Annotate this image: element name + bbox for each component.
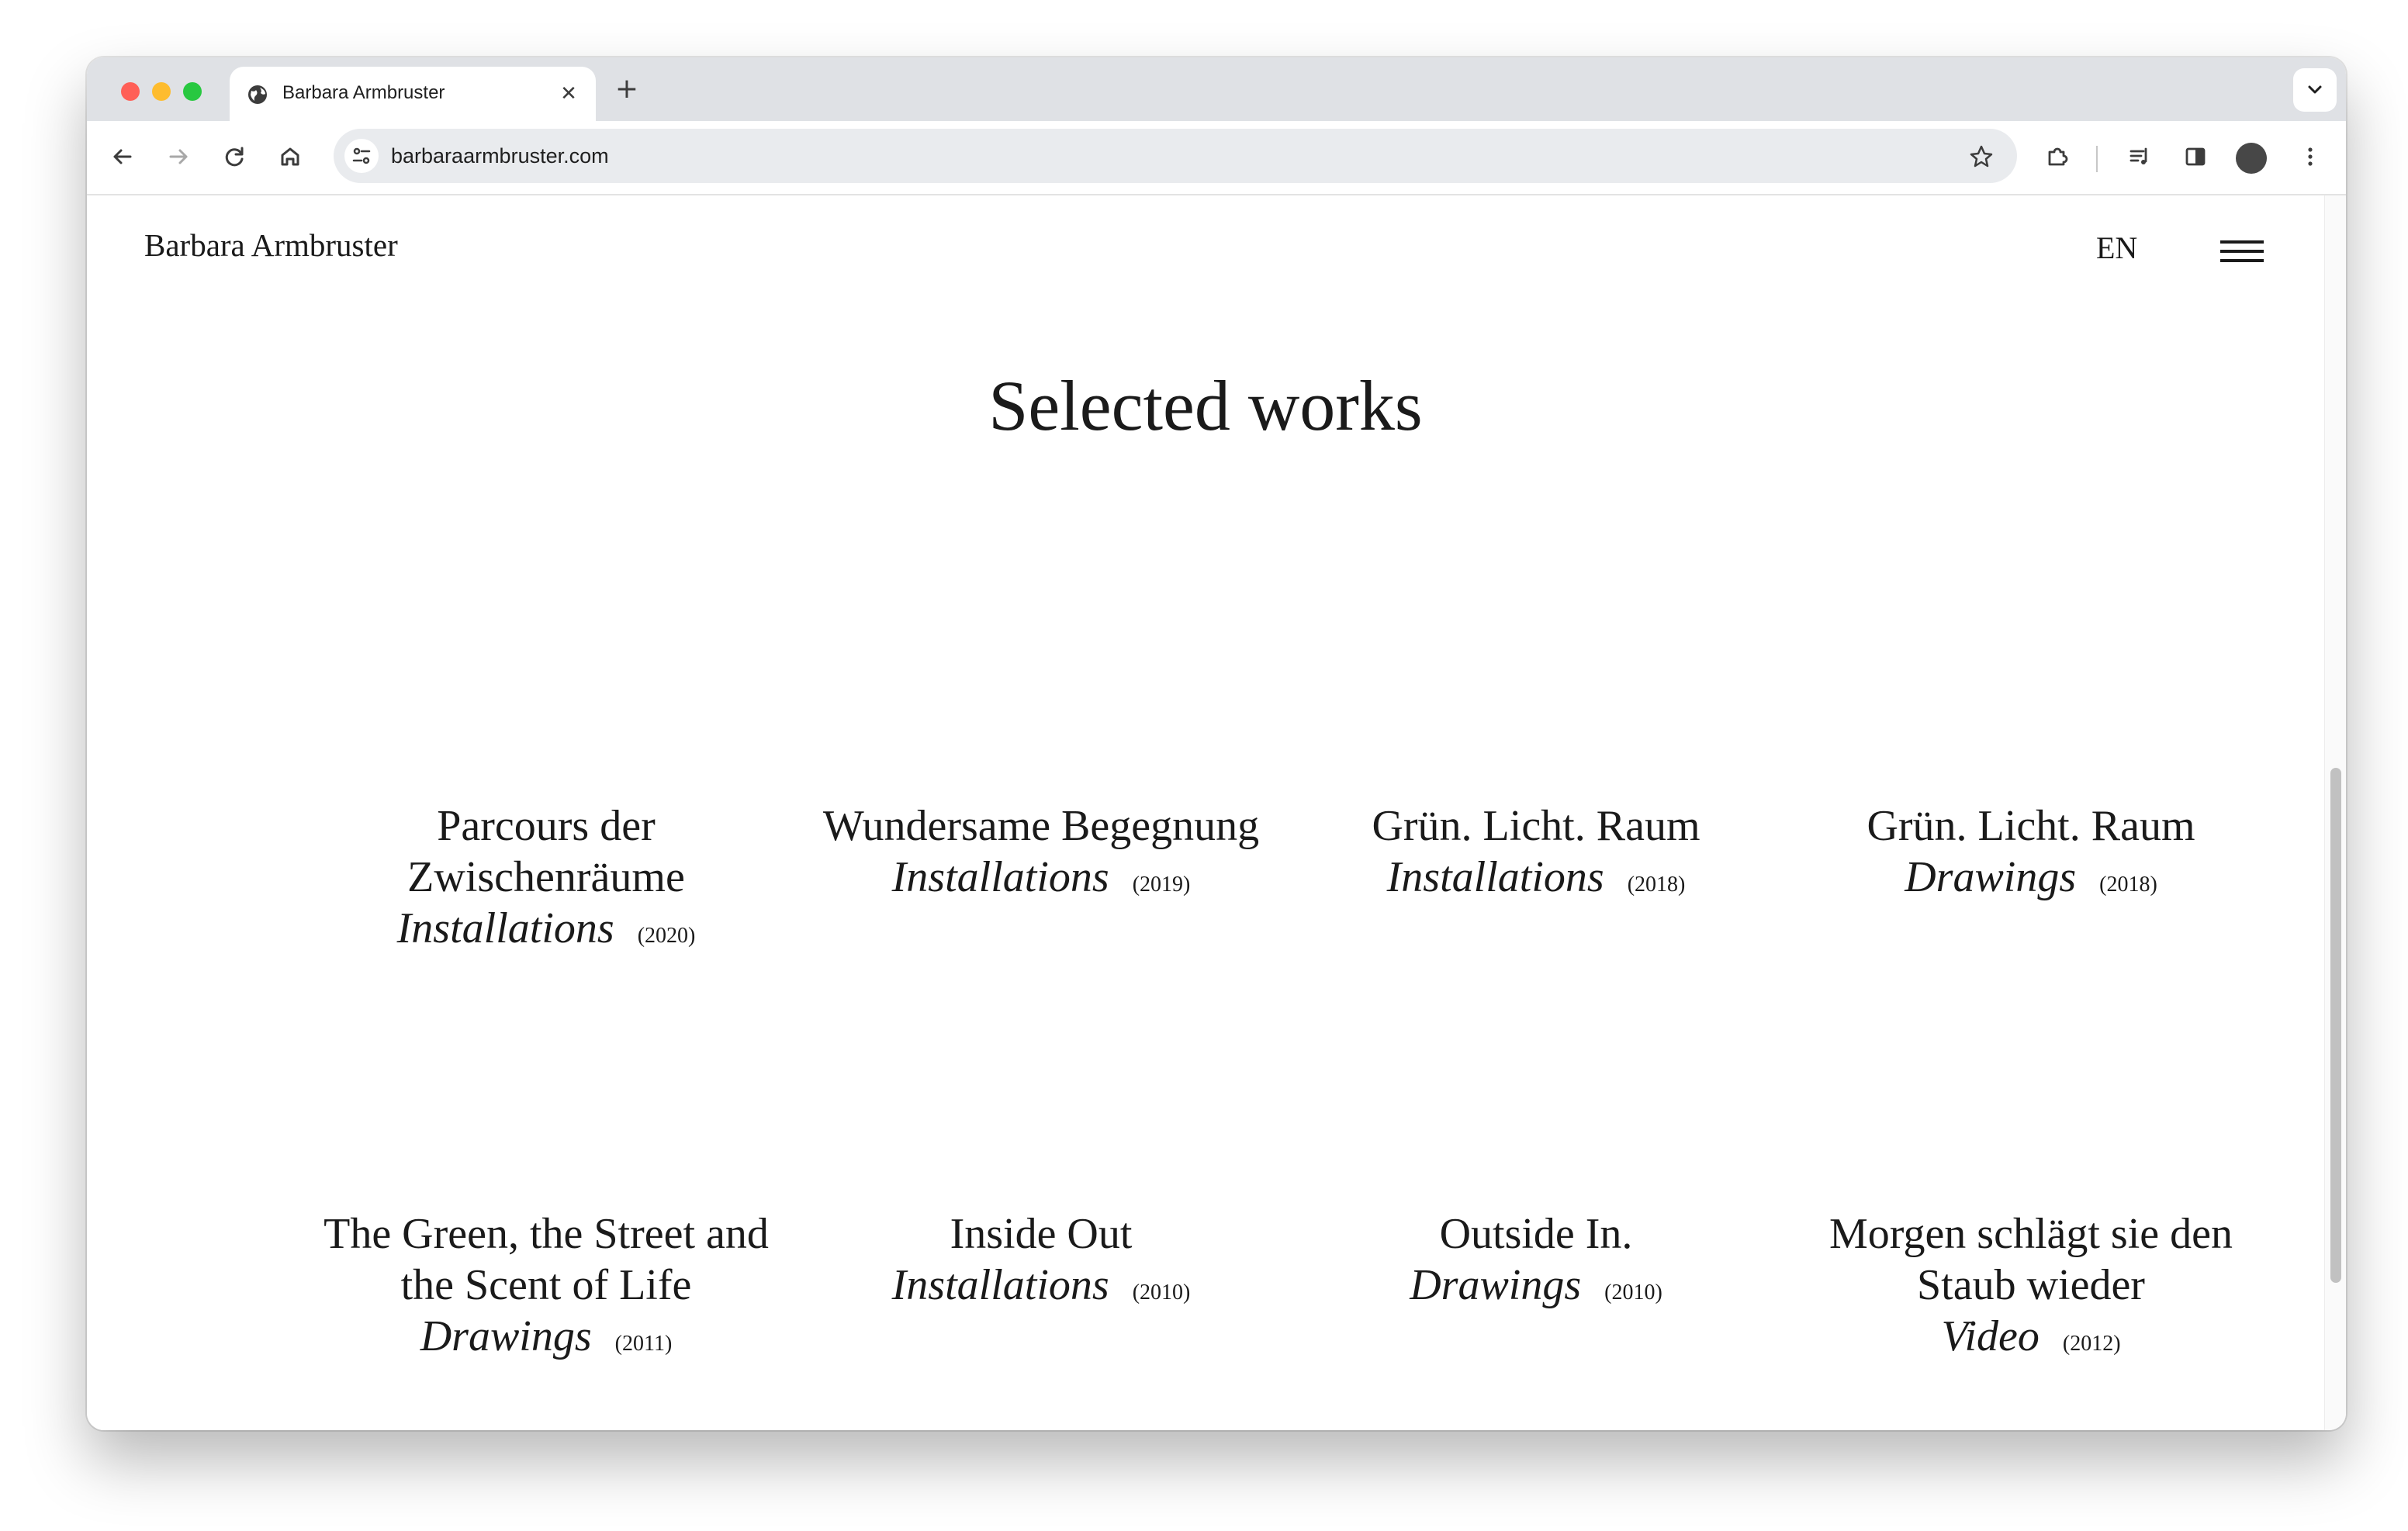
arrow-right-icon [160, 138, 197, 175]
bookmark-button[interactable] [1964, 140, 1998, 174]
work-category: Installations [891, 1261, 1109, 1309]
playlist-music-icon [2121, 138, 2158, 175]
extensions-button[interactable] [2039, 138, 2076, 175]
work-category: Drawings [1905, 853, 2077, 901]
page-scrollbar[interactable] [2324, 195, 2346, 1430]
hamburger-menu-icon[interactable] [2220, 240, 2264, 264]
work-year: (2010) [1604, 1280, 1662, 1305]
work-year: (2010) [1132, 1280, 1191, 1305]
address-bar[interactable] [334, 129, 2017, 183]
side-panel-icon [2177, 138, 2214, 175]
close-tab-icon[interactable]: ✕ [560, 82, 577, 105]
work-card[interactable] [306, 1208, 787, 1373]
browser-tab[interactable] [230, 67, 596, 121]
site-logo-link[interactable]: Barbara Armbruster [144, 227, 398, 263]
new-tab-button[interactable]: + [614, 73, 639, 105]
reload-icon [216, 138, 253, 175]
work-title: Grün. Licht. Raum [1867, 802, 2195, 850]
work-card[interactable] [1790, 1208, 2271, 1373]
work-title: Morgen schlägt sie den Staub wieder [1829, 1210, 2233, 1309]
star-icon [1964, 140, 1998, 174]
browser-toolbar [87, 121, 2346, 195]
page-viewport [87, 195, 2346, 1430]
toolbar-separator [2096, 146, 2098, 172]
work-category: Drawings [420, 1312, 592, 1360]
tune-icon [344, 139, 379, 173]
minimize-window-button[interactable] [152, 82, 171, 101]
work-category: Installations [396, 904, 614, 952]
work-title: Grün. Licht. Raum [1372, 802, 1700, 850]
tab-strip [87, 57, 2346, 121]
work-title: Parcours der Zwischenräume [407, 802, 685, 901]
work-card[interactable] [801, 1208, 1282, 1322]
forward-button[interactable] [160, 138, 197, 175]
work-year: (2018) [1627, 873, 1686, 897]
work-card[interactable] [1790, 800, 2271, 914]
arrow-left-icon [104, 138, 141, 175]
browser-window [87, 57, 2346, 1430]
more-vertical-icon [2292, 138, 2329, 175]
work-category: Drawings [1410, 1261, 1582, 1309]
site-info-button[interactable] [344, 139, 379, 173]
reload-button[interactable] [216, 138, 253, 175]
work-card[interactable] [1296, 1208, 1777, 1322]
work-card[interactable] [801, 800, 1282, 914]
tab-title: Barbara Armbruster [282, 82, 445, 103]
profile-avatar[interactable] [2236, 143, 2267, 174]
scrollbar-thumb[interactable] [2330, 768, 2341, 1283]
chevron-down-icon [2293, 68, 2337, 112]
work-year: (2020) [637, 924, 696, 948]
work-title: Wundersame Begegnung [822, 802, 1260, 850]
home-button[interactable] [272, 138, 309, 175]
work-year: (2011) [614, 1332, 673, 1356]
media-controls-button[interactable] [2121, 138, 2158, 175]
work-year: (2018) [2099, 873, 2157, 897]
work-category: Installations [1386, 853, 1604, 901]
close-window-button[interactable] [121, 82, 140, 101]
work-category: Installations [891, 853, 1109, 901]
work-card[interactable] [1296, 800, 1777, 914]
globe-icon [247, 84, 268, 105]
work-card[interactable] [306, 800, 787, 965]
tab-search-button[interactable] [2293, 68, 2337, 112]
language-switch[interactable]: EN [2096, 230, 2138, 265]
maximize-window-button[interactable] [183, 82, 202, 101]
home-icon [272, 138, 309, 175]
work-title: Outside In. [1439, 1210, 1633, 1258]
work-year: (2012) [2062, 1332, 2121, 1356]
side-panel-button[interactable] [2177, 138, 2214, 175]
page-title: Selected works [988, 366, 1423, 445]
browser-menu-button[interactable] [2292, 138, 2329, 175]
work-title: The Green, the Street and the Scent of Life [323, 1210, 769, 1309]
back-button[interactable] [104, 138, 141, 175]
puzzle-icon [2039, 138, 2076, 175]
work-category: Video [1941, 1312, 2040, 1360]
work-year: (2019) [1132, 873, 1191, 897]
work-title: Inside Out [950, 1210, 1133, 1258]
url-text: barbaraarmbruster.com [391, 144, 609, 168]
